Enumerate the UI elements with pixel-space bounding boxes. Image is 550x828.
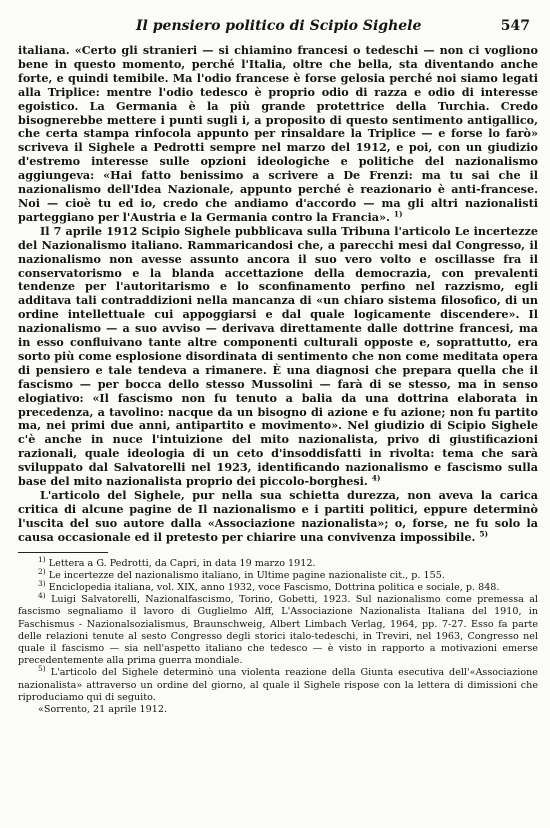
paragraph-1 (18, 44, 538, 225)
footnote-divider (18, 552, 108, 553)
footnote-3 (18, 578, 538, 594)
footnote-4-text: Luigi Salvatorelli, Nazionalfascismo, Torino, Gobetti, 1923. Sul nazionalismo come premessa al fascismo segnaliamo il lavoro di Guglielmo Alff, L'Associazione Nazionalista Italiana del 1910, in Faschismus - Nazionalsozialismus, Braunschweig, Albert Limbach Verlag, 1964, pp. 7-27. Esso fa parte delle relazioni tenute al sesto Congresso degli storici italo-tedeschi, in Treviri, nel 1963, Congresso nel quale il fascismo — sia nell'aspetto italiano che tedesco — è visto in rapporto a motivazioni emerse precedentemente alla prima guerra mondiale. (18, 594, 538, 667)
page-header (18, 18, 538, 44)
footnote-3-marker: 3) (38, 578, 46, 588)
footnote-5-text: L'articolo del Sighele determinò una violenta reazione della Giunta esecutiva dell'«Associazione nazionalista» attraverso un ordine del giorno, al quale il Sighele rispose con la lettera di dimissioni che riproduciamo qui di seguito. (18, 667, 538, 703)
footnote-1-marker: 1) (38, 554, 46, 564)
footnote-ref-1: 1) (393, 209, 403, 219)
paragraph-2-text: Il 7 aprile 1912 Scipio Sighele pubblicava sulla Tribuna l'articolo Le incertezze del Nazionalismo italiano. Rammaricandosi che, a parecchi mesi dal Congresso, il nazionalismo non avesse assunto ancora il suo vero volto e oscillasse fra il conservatorismo e la blanda accettazione della democrazia, con prevalenti tendenze per l'autoritarismo e lo sconfinamento perfino nel razzismo, egli additava tali contraddizioni nella mancanza di «un chiaro sistema filosofico, di un ordine intellettuale cui appoggiarsi e dal quale logicamente discendere». Il nazionalismo — a suo avviso — derivava direttamente dalle dottrine francesi, ma in esso confluivano tante altre componenti culturali opposte e, soprattutto, era sorto più come esplosione disordinata di sentimento che non come meditata opera di pensiero e tale tendeva a rimanere. È una diagnosi che prepara quella che il fascismo — per bocca dello stesso Mussolini — farà di se stesso, ma in senso elogiativo: «Il fascismo non fu tenuto a balia da una dottrina elaborata in precedenza, a tavolino: nacque da un bisogno di azione e fu azione; non fu partito ma, nei primi due anni, antipartito e movimento». Nel giudizio di Scipio Sighele c'è anche in nuce l'intuizione del mito nazionalista, privo di giustificazioni razionali, quale ideologia di un ceto d'insoddisfatti in rivolta: tema che sarà sviluppato dal Salvatorelli nel 1923, identificando nazionalismo e fascismo sulla base del mito nazionalista proprio dei piccolo-borghesi. (18, 223, 538, 489)
footnote-1-text: Lettera a G. Pedrotti, da Capri, in data 19 marzo 1912. (48, 557, 316, 569)
footnote-1 (18, 554, 538, 570)
footnote-2-marker: 2) (38, 566, 46, 576)
footnotes (18, 554, 538, 717)
paragraph-1-text: italiana. «Certo gli stranieri — si chiamino francesi o tedeschi — non ci vogliono bene in questo momento, perché l'Italia, oltre che bella, sta diventando anche forte, e quindi temibile. Ma l'odio francese è forse gelosia perché noi siamo legati alla Triplice: mentre l'odio tedesco è proprio odio di razza e odio di interesse egoistico. La Germania è la più grande protettrice della Turchia. Credo bisognerebbe mettere i punti sugli i, a proposito di questo sentimento antigallico, che certa stampa rinfocola appunto per rinsaldare la Triplice — e forse lo farò» scriveva il Sighele a Pedrotti sempre nel marzo del 1912, e poi, con un giudizio d'estremo interesse sulle opzioni ideologiche e politiche del nazionalismo aggiungeva: «Hai fatto benissimo a scrivere a De Frenzi: ma tu sai che il nazionalismo dell'Idea Nazionale, appunto perché è reazionario è anti-francese. Noi — cioè tu ed io, credo che andiamo d'accordo — ma gli altri nazionalisti parteggiano per l'Austria e la Germania contro la Francia». (18, 43, 538, 224)
footnote-quote: «Sorrento, 21 aprile 1912. (38, 704, 168, 716)
footnote-ref-4: 4) (371, 473, 381, 483)
footnote-3-text: Enciclopedia italiana, vol. XIX, anno 1932, voce Fascismo, Dottrina politica e sociale, p. 848. (48, 582, 500, 594)
footnote-2-text: Le incertezze del nazionalismo italiano, in Ultime pagine nazionaliste cit., p. 155. (48, 569, 445, 581)
running-title: Il pensiero politico di Scipio Sighele (136, 18, 422, 34)
paragraph-3 (18, 489, 538, 545)
footnote-4 (18, 591, 538, 667)
paragraph-2 (18, 225, 538, 489)
footnote-4-marker: 4) (38, 591, 46, 601)
footnote-ref-5: 5) (479, 528, 489, 538)
footnote-5-marker: 5) (38, 664, 46, 674)
footnote-5 (18, 664, 538, 704)
footnote-2 (18, 566, 538, 582)
main-text (18, 44, 538, 545)
page-number: 547 (500, 18, 530, 34)
paragraph-3-text: L'articolo del Sighele, pur nella sua schietta durezza, non aveva la carica critica di alcune pagine de Il nazionalismo e i partiti politici, eppure determinò l'uscita del suo autore dalla «Associazione nazionalista»; o, forse, ne fu solo la causa occasionale ed il pretesto per chiarire una convivenza impossibile. (18, 488, 538, 544)
